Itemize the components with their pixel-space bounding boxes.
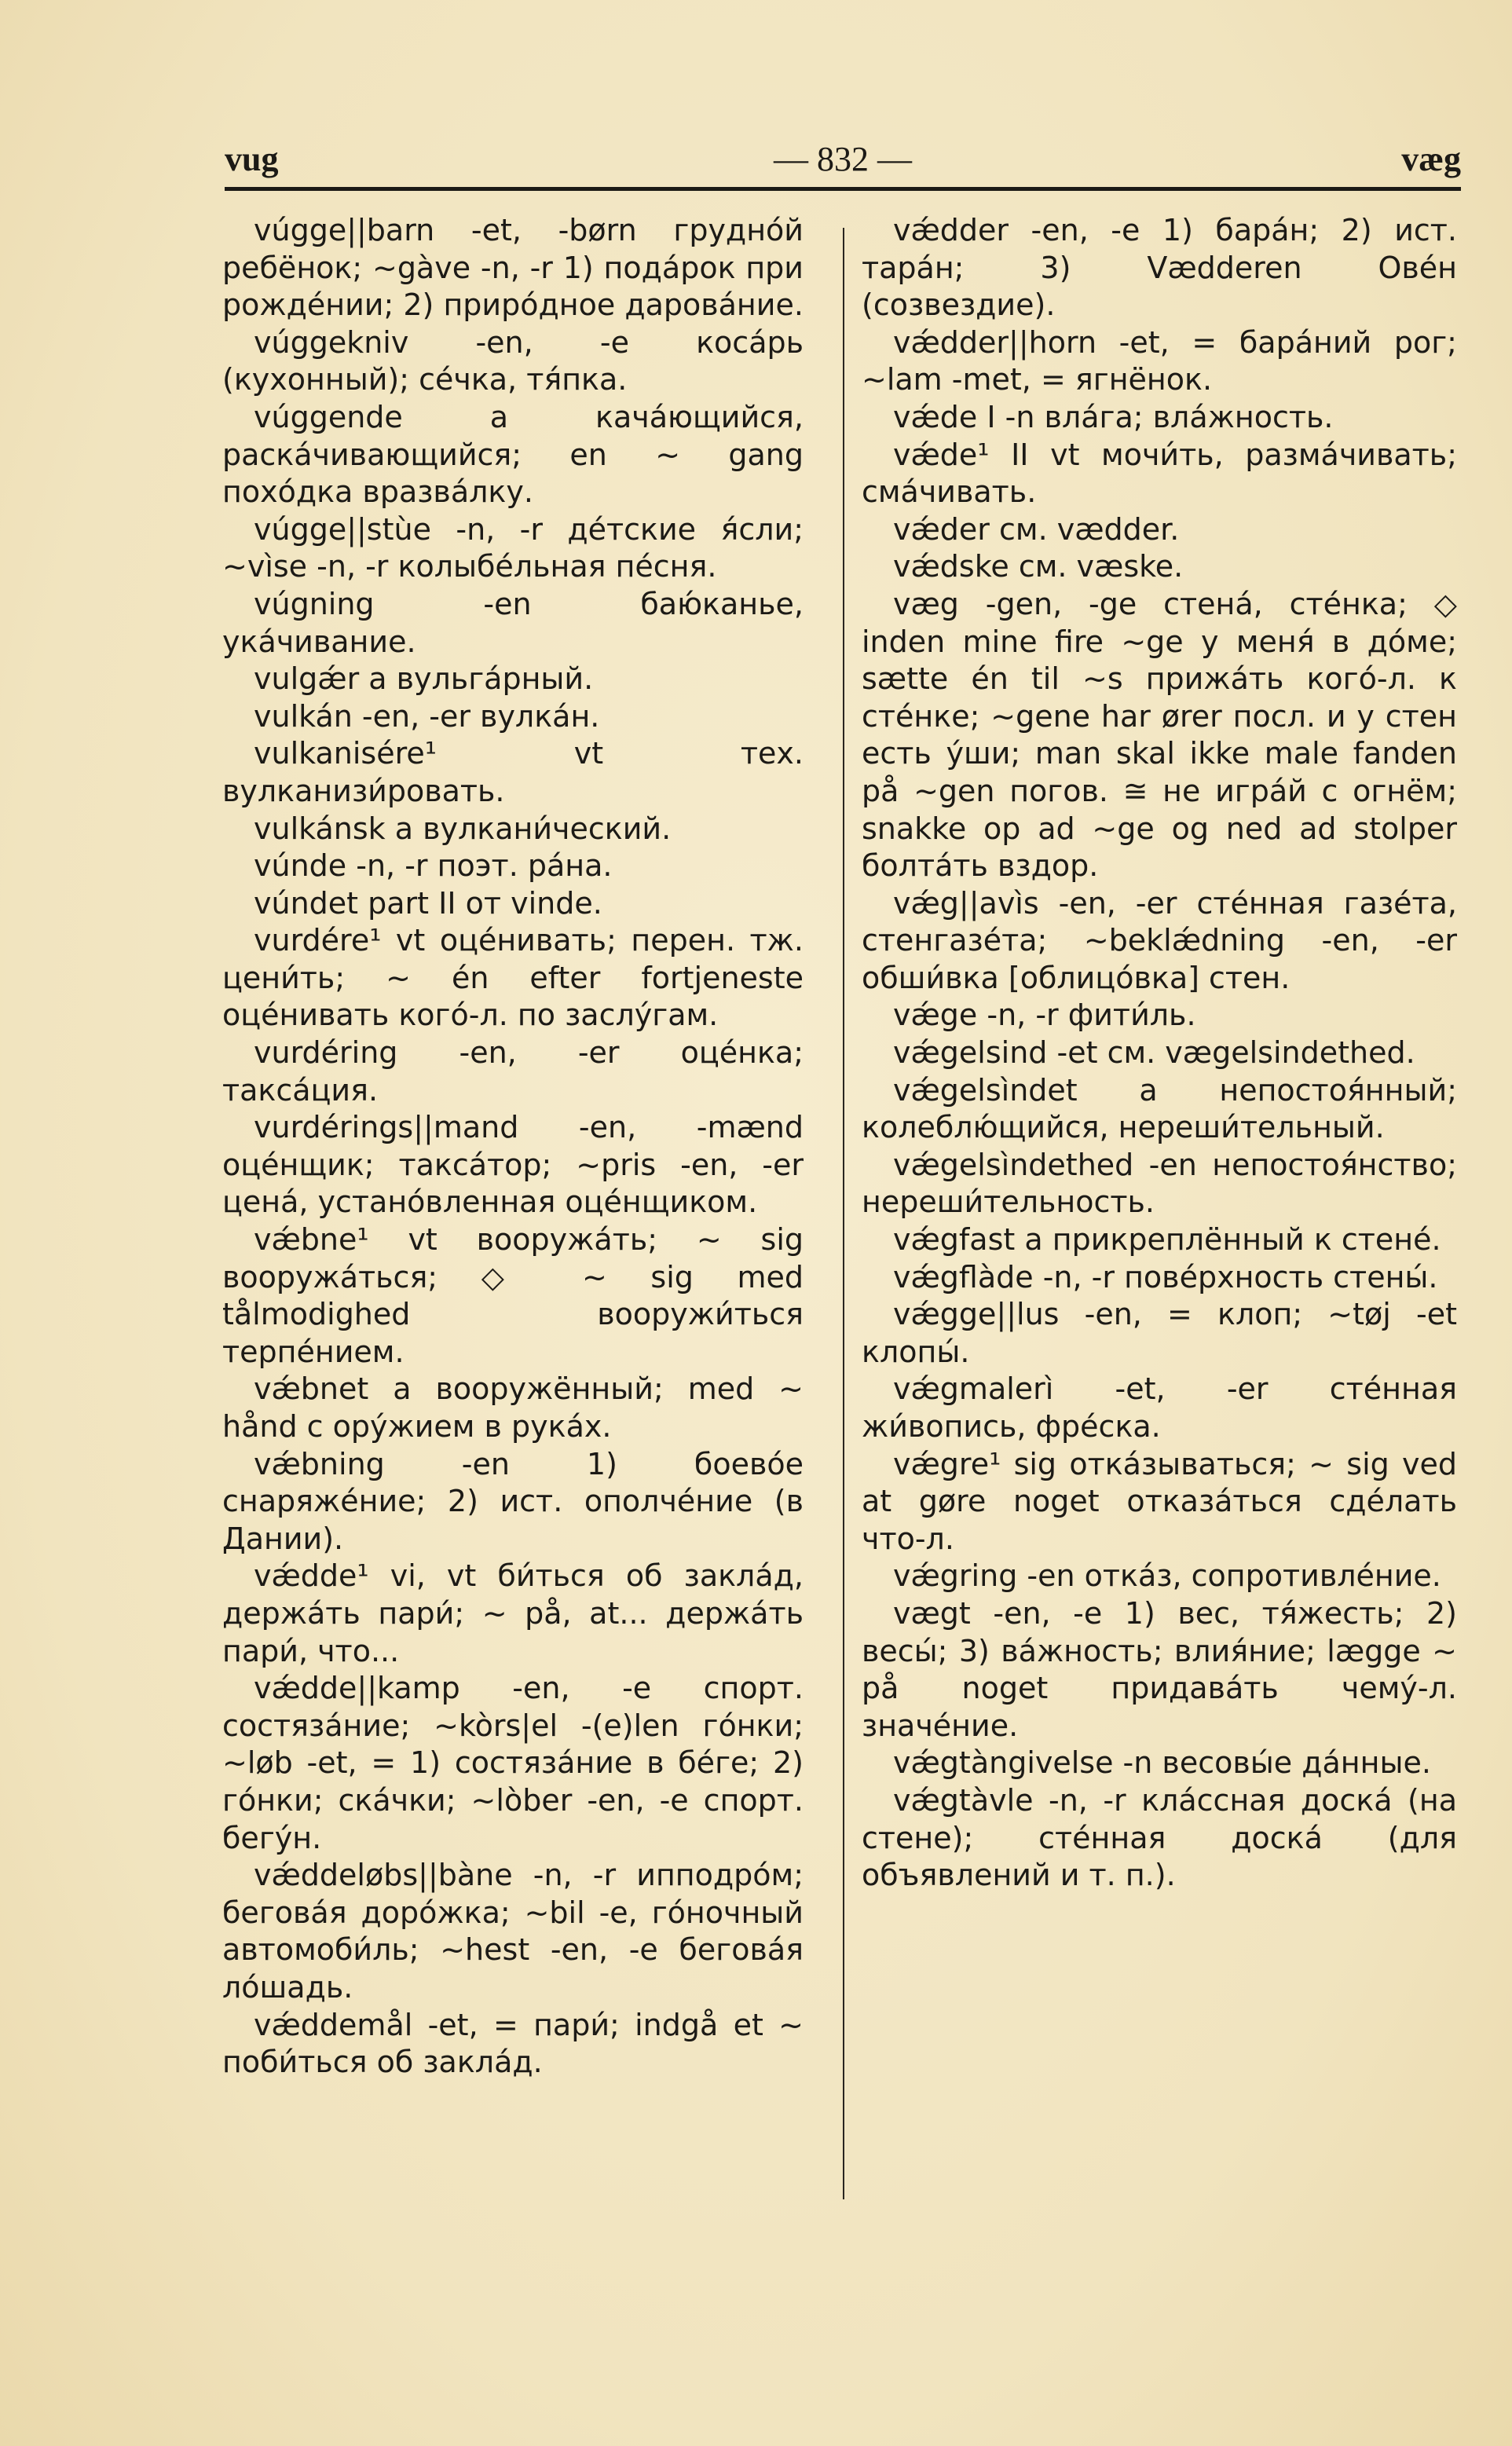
dictionary-entry: vulkán -en, -er вулка́н. (254, 698, 600, 734)
left-column (222, 212, 804, 2082)
dictionary-entry: vǽdder -en, -e 1) бара́н; 2) ист. тара́н; 3) Vædderen Ове́н (созвездие). (862, 213, 1457, 323)
dictionary-entry: vulgǽr a вульга́рный. (254, 661, 594, 697)
dictionary-entry: vǽgmalerì -et, -er сте́нная жи́вопись, фре́ска. (862, 1371, 1457, 1444)
dictionary-entry: vúggende a кача́ющийся, раска́чивающийся; en ~ gang похо́дка вразва́лку. (222, 399, 804, 510)
dictionary-entry: vǽge -n, -r фити́ль. (893, 998, 1196, 1033)
dictionary-entry: vúggekniv -en, -e коса́рь (кухонный); се́чка, тя́пка. (222, 324, 804, 397)
page-header (225, 134, 1461, 189)
dictionary-entry: væg -gen, -ge стена́, сте́нка; ◇ inden mine fire ~ge у меня́ в до́ме; sætte én til ~s прижа́ть кого́-л. к сте́нке; ~gene har ører посл. и у стен есть у́ши; man skal ikke male fanden på ~gen погов. ≅ не игра́й с огнём; snakke op ad ~ge og ned ad stolper болта́ть вздор. (862, 586, 1457, 884)
dictionary-entry: vǽdde¹ vi, vt би́ться об закла́д, держа́ть пари́; ~ på, at... держа́ть пари́, что... (222, 1558, 804, 1668)
dictionary-entry: vǽde I -n вла́га; вла́жность. (893, 399, 1334, 434)
dictionary-entry: vúgge||stùe -n, -r де́тские я́сли; ~vìse -n, -r колыбе́льная пе́сня. (222, 511, 804, 584)
dictionary-entry: vǽgelsind -et см. vægelsindethed. (893, 1035, 1415, 1071)
dictionary-entry: vægt -en, -e 1) вес, тя́жесть; 2) весы́; 3) ва́жность; влия́ние; lægge ~ på noget придава́ть чему́-л. значе́ние. (862, 1595, 1457, 1743)
dictionary-entry: vǽgring -en отка́з, сопротивле́ние. (893, 1558, 1441, 1594)
dictionary-entry: vǽgfast a прикреплённый к стене́. (893, 1222, 1441, 1258)
dictionary-entry: vǽdder||horn -et, = бара́ний рог; ~lam -met, = ягнёнок. (862, 324, 1457, 397)
dictionary-entry: vúgning -en баю́канье, ука́чивание. (222, 586, 804, 659)
dictionary-entry: vǽgflàde -n, -r пове́рхность стены́. (893, 1259, 1438, 1294)
dictionary-entry: vurdére¹ vt оце́нивать; перен. тж. цени́ть; ~ én efter fortjeneste оце́нивать кого́-л. по заслу́гам. (222, 923, 804, 1033)
column-divider (843, 228, 844, 2199)
dictionary-entry: vǽddeløbs||bàne -n, -r ипподро́м; бегова́я доро́жка; ~bil -e, го́ночный автомоби́ль; ~hest -en, -e бегова́я ло́шадь. (222, 1858, 804, 2005)
dictionary-entry: vǽde¹ II vt мочи́ть, разма́чивать; сма́чивать. (862, 437, 1457, 510)
dictionary-entry: vǽbning -en 1) боево́е снаряже́ние; 2) ист. ополче́ние (в Дании). (222, 1446, 804, 1556)
header-rule (225, 187, 1461, 191)
dictionary-entry: vulkanisére¹ vt тех. вулканизи́ровать. (222, 736, 804, 808)
dictionary-entry: vǽbnet a вооружённый; med ~ hånd с ору́жием в рука́х. (222, 1371, 804, 1444)
header-right-guide-word: væg (1401, 140, 1461, 178)
dictionary-entry: vǽder см. vædder. (893, 511, 1180, 547)
dictionary-entry: vurdéring -en, -er оце́нка; такса́ция. (222, 1035, 804, 1108)
dictionary-entry: vǽgelsìndethed -en непостоя́нство; нереши́тельность. (862, 1147, 1457, 1220)
dictionary-entry: vurdérings||mand -en, -mænd оце́нщик; такса́тор; ~pris -en, -er цена́, устано́вленная оце́нщиком. (222, 1110, 804, 1220)
dictionary-entry: vǽgtàngivelse -n весовы́е да́нные. (893, 1745, 1431, 1781)
dictionary-entry: vǽddemål -et, = пари́; indgå et ~ поби́ться об закла́д. (222, 2007, 804, 2080)
dictionary-entry: vúgge||barn -et, -børn грудно́й ребёнок; ~gàve -n, -r 1) пода́рок при рожде́нии; 2) приро́дное дарова́ние. (222, 213, 804, 323)
dictionary-entry: vúndet part II от vinde. (254, 885, 602, 921)
dictionary-entry: vúnde -n, -r поэт. ра́на. (254, 848, 613, 884)
page-number: — 832 — (774, 140, 912, 178)
dictionary-entry: vǽgge||lus -en, = клоп; ~tøj -et клопы́. (862, 1297, 1457, 1369)
dictionary-entry: vǽgtàvle -n, -r кла́ссная доска́ (на стене); сте́нная доска́ (для объявлений и т. п.). (862, 1782, 1457, 1893)
header-left-guide-word: vug (225, 140, 279, 178)
dictionary-entry: vulkánsk a вулкани́ческий. (254, 811, 672, 846)
dictionary-entry: vǽdde||kamp -en, -e спорт. состяза́ние; ~kòrs|el -(e)len го́нки; ~løb -et, = 1) состяза́ние в бе́ге; 2) го́нки; ска́чки; ~lòber -en, -e спорт. бегу́н. (222, 1671, 804, 1855)
dictionary-entry: vǽgelsìndet a непостоя́нный; колеблю́щийся, нереши́тельный. (862, 1072, 1457, 1145)
right-column (862, 212, 1457, 1895)
dictionary-entry: vǽbne¹ vt вооружа́ть; ~ sig вооружа́ться; ◇ ~ sig med tålmodighed вооружи́ться терпе́нием. (222, 1222, 804, 1369)
dictionary-entry: vǽgre¹ sig отка́зываться; ~ sig ved at gøre noget отказа́ться сде́лать что-л. (862, 1446, 1457, 1556)
dictionary-entry: vǽdske см. væske. (893, 549, 1184, 584)
dictionary-entry: vǽg||avìs -en, -er сте́нная газе́та, стенгазе́та; ~beklǽdning -en, -er обши́вка [облицо́вка] стен. (862, 885, 1457, 995)
